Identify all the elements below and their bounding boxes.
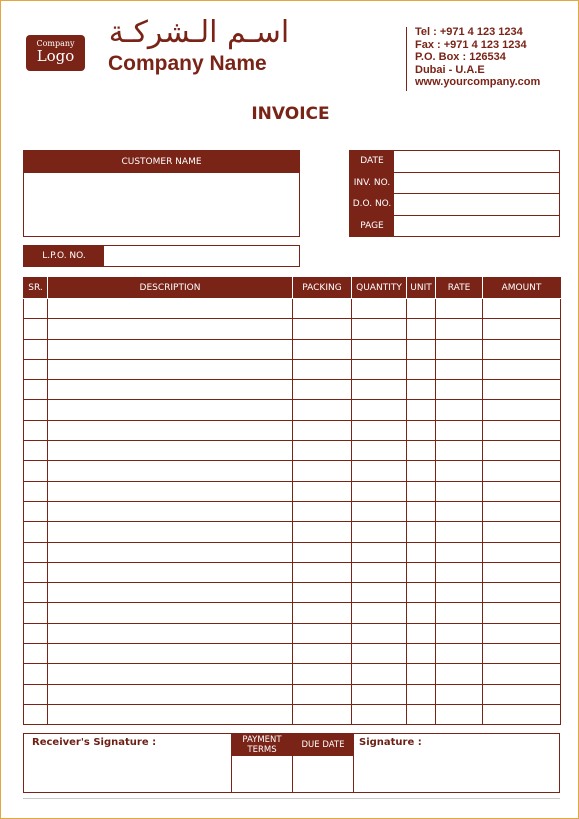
item-cell[interactable] bbox=[436, 441, 483, 461]
receiver-signature[interactable] bbox=[24, 734, 231, 792]
item-cell[interactable] bbox=[352, 420, 407, 440]
item-cell[interactable] bbox=[436, 664, 483, 684]
item-cell[interactable] bbox=[293, 501, 352, 521]
item-cell[interactable] bbox=[48, 583, 293, 603]
signature[interactable] bbox=[353, 734, 559, 792]
item-cell[interactable] bbox=[48, 339, 293, 359]
item-cell[interactable] bbox=[436, 684, 483, 704]
payment-terms-label: PAYMENT TERMS bbox=[232, 734, 292, 756]
item-cell[interactable] bbox=[24, 664, 48, 684]
item-cell[interactable] bbox=[407, 644, 436, 664]
item-cell[interactable] bbox=[24, 501, 48, 521]
item-cell[interactable] bbox=[407, 623, 436, 643]
items-header-row bbox=[24, 278, 561, 299]
item-cell[interactable] bbox=[24, 359, 48, 379]
col-header-packing: PACKING bbox=[293, 278, 352, 299]
item-cell[interactable] bbox=[436, 704, 483, 724]
due-date-cell bbox=[292, 734, 353, 792]
table-row bbox=[24, 359, 561, 379]
item-cell[interactable] bbox=[24, 583, 48, 603]
customer-name-field[interactable] bbox=[24, 173, 299, 236]
item-cell[interactable] bbox=[407, 664, 436, 684]
page-field[interactable] bbox=[394, 216, 559, 238]
item-cell[interactable] bbox=[293, 704, 352, 724]
item-cell[interactable] bbox=[407, 461, 436, 481]
item-cell[interactable] bbox=[407, 420, 436, 440]
item-cell[interactable] bbox=[293, 583, 352, 603]
items-body bbox=[24, 299, 561, 725]
item-cell[interactable] bbox=[48, 441, 293, 461]
meta-row-do bbox=[350, 194, 559, 216]
item-cell[interactable] bbox=[48, 481, 293, 501]
items-table bbox=[23, 277, 561, 725]
item-cell[interactable] bbox=[24, 562, 48, 582]
item-cell[interactable] bbox=[436, 420, 483, 440]
item-cell[interactable] bbox=[48, 299, 293, 319]
item-cell[interactable] bbox=[24, 704, 48, 724]
item-cell[interactable] bbox=[293, 664, 352, 684]
meta-label-do: D.O. NO. bbox=[350, 194, 394, 215]
item-cell[interactable] bbox=[24, 339, 48, 359]
item-cell[interactable] bbox=[407, 542, 436, 562]
item-cell[interactable] bbox=[352, 603, 407, 623]
item-cell[interactable] bbox=[48, 359, 293, 379]
receiver-signature-label: Receiver's Signature : bbox=[32, 737, 157, 748]
item-cell[interactable] bbox=[352, 400, 407, 420]
item-cell[interactable] bbox=[352, 461, 407, 481]
item-cell[interactable] bbox=[436, 299, 483, 319]
item-cell[interactable] bbox=[24, 623, 48, 643]
item-cell[interactable] bbox=[24, 441, 48, 461]
item-cell[interactable] bbox=[48, 501, 293, 521]
company-name: Company Name bbox=[108, 52, 267, 75]
item-cell[interactable] bbox=[407, 359, 436, 379]
item-cell[interactable] bbox=[293, 481, 352, 501]
item-cell[interactable] bbox=[24, 400, 48, 420]
item-cell[interactable] bbox=[352, 522, 407, 542]
item-cell[interactable] bbox=[352, 299, 407, 319]
item-cell[interactable] bbox=[293, 522, 352, 542]
item-cell[interactable] bbox=[436, 522, 483, 542]
table-row bbox=[24, 603, 561, 623]
table-row bbox=[24, 380, 561, 400]
item-cell[interactable] bbox=[407, 501, 436, 521]
item-cell[interactable] bbox=[483, 684, 561, 704]
item-cell[interactable] bbox=[48, 542, 293, 562]
item-cell[interactable] bbox=[483, 339, 561, 359]
item-cell[interactable] bbox=[436, 583, 483, 603]
item-cell[interactable] bbox=[24, 380, 48, 400]
item-cell[interactable] bbox=[436, 501, 483, 521]
item-cell[interactable] bbox=[436, 319, 483, 339]
table-row bbox=[24, 704, 561, 724]
table-row bbox=[24, 461, 561, 481]
table-row bbox=[24, 501, 561, 521]
item-cell[interactable] bbox=[436, 562, 483, 582]
item-cell[interactable] bbox=[48, 664, 293, 684]
invoice-title: INVOICE bbox=[251, 104, 330, 124]
payment-terms-cell bbox=[231, 734, 292, 792]
item-cell[interactable] bbox=[48, 644, 293, 664]
item-cell[interactable] bbox=[407, 299, 436, 319]
item-cell[interactable] bbox=[293, 441, 352, 461]
item-cell[interactable] bbox=[293, 461, 352, 481]
bottom-rule bbox=[23, 798, 560, 799]
item-cell[interactable] bbox=[24, 319, 48, 339]
item-cell[interactable] bbox=[293, 644, 352, 664]
invoice-meta bbox=[349, 150, 560, 237]
col-header-description: DESCRIPTION bbox=[48, 278, 293, 299]
item-cell[interactable] bbox=[293, 319, 352, 339]
item-cell[interactable] bbox=[24, 603, 48, 623]
item-cell[interactable] bbox=[293, 339, 352, 359]
item-cell[interactable] bbox=[483, 664, 561, 684]
table-row bbox=[24, 299, 561, 319]
item-cell[interactable] bbox=[48, 522, 293, 542]
item-cell[interactable] bbox=[407, 481, 436, 501]
table-row bbox=[24, 481, 561, 501]
item-cell[interactable] bbox=[48, 704, 293, 724]
item-cell[interactable] bbox=[407, 400, 436, 420]
item-cell[interactable] bbox=[436, 603, 483, 623]
contact-city: Dubai - U.A.E bbox=[415, 63, 485, 76]
item-cell[interactable] bbox=[483, 319, 561, 339]
item-cell[interactable] bbox=[352, 562, 407, 582]
col-header-amount: AMOUNT bbox=[483, 278, 561, 299]
item-cell[interactable] bbox=[407, 380, 436, 400]
item-cell[interactable] bbox=[483, 623, 561, 643]
item-cell[interactable] bbox=[352, 664, 407, 684]
item-cell[interactable] bbox=[407, 684, 436, 704]
item-cell[interactable] bbox=[48, 420, 293, 440]
item-cell[interactable] bbox=[293, 420, 352, 440]
item-cell[interactable] bbox=[293, 542, 352, 562]
contact-website: www.yourcompany.com bbox=[415, 76, 541, 89]
table-row bbox=[24, 644, 561, 664]
item-cell[interactable] bbox=[293, 684, 352, 704]
item-cell[interactable] bbox=[293, 603, 352, 623]
item-cell[interactable] bbox=[293, 562, 352, 582]
table-row bbox=[24, 400, 561, 420]
item-cell[interactable] bbox=[352, 481, 407, 501]
item-cell[interactable] bbox=[407, 522, 436, 542]
item-cell[interactable] bbox=[48, 603, 293, 623]
item-cell[interactable] bbox=[352, 319, 407, 339]
col-header-rate: RATE bbox=[436, 278, 483, 299]
signature-label: Signature : bbox=[359, 737, 422, 748]
table-row bbox=[24, 420, 561, 440]
contact-tel: Tel : +971 4 123 1234 bbox=[415, 26, 523, 38]
table-row bbox=[24, 542, 561, 562]
table-row bbox=[24, 441, 561, 461]
table-row bbox=[24, 664, 561, 684]
table-row bbox=[24, 684, 561, 704]
item-cell[interactable] bbox=[352, 704, 407, 724]
item-cell[interactable] bbox=[483, 603, 561, 623]
lpo-box bbox=[23, 245, 300, 267]
item-cell[interactable] bbox=[24, 461, 48, 481]
col-header-sr: SR. bbox=[24, 278, 48, 299]
item-cell[interactable] bbox=[24, 522, 48, 542]
item-cell[interactable] bbox=[436, 380, 483, 400]
item-cell[interactable] bbox=[24, 481, 48, 501]
contact-pobox: P.O. Box : 126534 bbox=[415, 51, 506, 64]
item-cell[interactable] bbox=[352, 623, 407, 643]
col-header-unit: UNIT bbox=[407, 278, 436, 299]
header-divider bbox=[406, 27, 407, 91]
meta-label-date: DATE bbox=[350, 151, 394, 172]
item-cell[interactable] bbox=[48, 562, 293, 582]
meta-row-page bbox=[350, 216, 559, 238]
logo-line1: Company bbox=[36, 39, 75, 48]
item-cell[interactable] bbox=[483, 420, 561, 440]
table-row bbox=[24, 319, 561, 339]
item-cell[interactable] bbox=[483, 359, 561, 379]
item-cell[interactable] bbox=[352, 339, 407, 359]
item-cell[interactable] bbox=[483, 481, 561, 501]
footer-box bbox=[23, 733, 560, 793]
table-row bbox=[24, 339, 561, 359]
table-row bbox=[24, 623, 561, 643]
item-cell[interactable] bbox=[407, 441, 436, 461]
company-logo bbox=[26, 35, 85, 71]
lpo-label: L.P.O. NO. bbox=[24, 246, 104, 266]
item-cell[interactable] bbox=[483, 562, 561, 582]
due-date-label: DUE DATE bbox=[293, 734, 353, 756]
item-cell[interactable] bbox=[483, 400, 561, 420]
item-cell[interactable] bbox=[293, 400, 352, 420]
col-header-quantity: QUANTITY bbox=[352, 278, 407, 299]
item-cell[interactable] bbox=[436, 461, 483, 481]
item-cell[interactable] bbox=[436, 339, 483, 359]
due-date-field[interactable] bbox=[293, 756, 353, 792]
item-cell[interactable] bbox=[293, 380, 352, 400]
do-number-field[interactable] bbox=[394, 194, 559, 215]
payment-terms-field[interactable] bbox=[232, 756, 292, 792]
contact-block bbox=[415, 26, 540, 89]
customer-name-label: CUSTOMER NAME bbox=[24, 151, 299, 173]
item-cell[interactable] bbox=[293, 623, 352, 643]
item-cell[interactable] bbox=[293, 359, 352, 379]
item-cell[interactable] bbox=[483, 461, 561, 481]
contact-fax: Fax : +971 4 123 1234 bbox=[415, 38, 527, 51]
table-row bbox=[24, 562, 561, 582]
item-cell[interactable] bbox=[48, 461, 293, 481]
lpo-number-field[interactable] bbox=[104, 246, 299, 266]
item-cell[interactable] bbox=[407, 319, 436, 339]
invoice-number-field[interactable] bbox=[394, 173, 559, 194]
item-cell[interactable] bbox=[352, 684, 407, 704]
item-cell[interactable] bbox=[352, 441, 407, 461]
item-cell[interactable] bbox=[483, 542, 561, 562]
item-cell[interactable] bbox=[436, 400, 483, 420]
item-cell[interactable] bbox=[352, 583, 407, 603]
date-field[interactable] bbox=[394, 151, 559, 172]
item-cell[interactable] bbox=[48, 684, 293, 704]
item-cell[interactable] bbox=[436, 359, 483, 379]
meta-label-page: PAGE bbox=[350, 216, 394, 238]
table-row bbox=[24, 583, 561, 603]
item-cell[interactable] bbox=[483, 644, 561, 664]
customer-box bbox=[23, 150, 300, 237]
item-cell[interactable] bbox=[352, 542, 407, 562]
item-cell[interactable] bbox=[407, 583, 436, 603]
item-cell[interactable] bbox=[24, 299, 48, 319]
meta-row-date bbox=[350, 151, 559, 173]
item-cell[interactable] bbox=[483, 704, 561, 724]
item-cell[interactable] bbox=[352, 359, 407, 379]
item-cell[interactable] bbox=[436, 542, 483, 562]
item-cell[interactable] bbox=[24, 684, 48, 704]
item-cell[interactable] bbox=[48, 623, 293, 643]
item-cell[interactable] bbox=[293, 299, 352, 319]
item-cell[interactable] bbox=[24, 644, 48, 664]
item-cell[interactable] bbox=[407, 562, 436, 582]
item-cell[interactable] bbox=[483, 522, 561, 542]
item-cell[interactable] bbox=[24, 420, 48, 440]
item-cell[interactable] bbox=[483, 441, 561, 461]
item-cell[interactable] bbox=[483, 583, 561, 603]
item-cell[interactable] bbox=[48, 380, 293, 400]
logo-line2: Logo bbox=[36, 47, 75, 65]
item-cell[interactable] bbox=[352, 380, 407, 400]
item-cell[interactable] bbox=[48, 319, 293, 339]
item-cell[interactable] bbox=[483, 299, 561, 319]
meta-row-inv bbox=[350, 173, 559, 195]
item-cell[interactable] bbox=[483, 380, 561, 400]
item-cell[interactable] bbox=[48, 400, 293, 420]
item-cell[interactable] bbox=[436, 644, 483, 664]
item-cell[interactable] bbox=[407, 339, 436, 359]
item-cell[interactable] bbox=[352, 644, 407, 664]
item-cell[interactable] bbox=[436, 623, 483, 643]
arabic-company-name: اسـم الـشركـة bbox=[108, 15, 290, 50]
item-cell[interactable] bbox=[483, 501, 561, 521]
item-cell[interactable] bbox=[352, 501, 407, 521]
table-row bbox=[24, 522, 561, 542]
item-cell[interactable] bbox=[407, 704, 436, 724]
item-cell[interactable] bbox=[24, 542, 48, 562]
meta-label-inv: INV. NO. bbox=[350, 173, 394, 194]
item-cell[interactable] bbox=[407, 603, 436, 623]
item-cell[interactable] bbox=[436, 481, 483, 501]
